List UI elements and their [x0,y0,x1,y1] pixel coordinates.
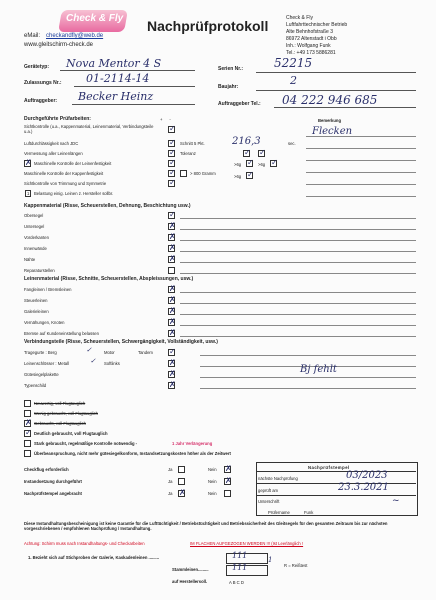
zulassung-label: Zulassungs Nr.: [24,80,62,86]
zustand-box-6[interactable] [24,450,31,457]
leinen-item-1: Fangleinen / Bremsleinen [24,287,72,292]
check-item-7: Belastung einig. Leinen z. Hersteller sollbr. [34,191,114,196]
schnitt-value[interactable]: 216,3 [232,136,261,147]
unterschrift-label: Unterschrift [258,499,280,504]
check-item-6: Sichtkontrolle von Trimmung und Symmetrie [24,181,107,186]
achtung-text: Achtung: Schirm muss nach Instandhaltungs- und Checkarbeiten [24,541,145,546]
check-box-2[interactable] [168,140,175,147]
verbindung-title: Verbindungsteile (Risse, Scheuerstellen, Schwergängigkeit, Vollständigkeit, usw.) [24,339,218,345]
leinen-box-3[interactable] [168,308,175,315]
check-box-3[interactable] [168,150,175,157]
schnitt-label: Schnitt 5 Pkt. [180,141,205,146]
zustand-option-5: Stark gebraucht, regelmäßige Kontrolle notwendig - [34,441,138,446]
gramm-box[interactable] [180,170,187,177]
instandsetzung-nein-box[interactable] [224,478,231,485]
auftraggeber-tel-value[interactable]: 04 222 946 685 [282,93,378,107]
leinen-item-3: Galerieleinen [24,309,49,314]
website: www.gleitschirm-check.de [24,42,94,48]
kappen-item-4: Innenwände [24,246,47,251]
kappen-item-5: Nähte [24,257,36,262]
instandsetzung-ja-label: Ja [168,479,173,484]
guetesiegel-label: Gütesiegelplakette [24,372,59,377]
checkflug-ja-box[interactable] [178,466,185,473]
checkflug-nein-box[interactable] [224,466,231,473]
leinen-item-2: Steuerleinen [24,298,48,303]
tandem-label: Tandem [138,350,153,355]
kappen-box-3[interactable] [168,234,175,241]
kappen-box-1[interactable] [168,212,175,219]
pruefstempel-label: Nachprüfstempel angebracht [24,491,82,496]
leinen-item-4: Vernähungen, Knoten [24,320,65,325]
serien-label: Serien Nr.: [218,66,244,72]
kappen-item-3: Vorderkanten [24,235,49,240]
leinen-box-4[interactable] [168,319,175,326]
checkflug-nein-label: Nein [208,467,217,472]
kappen-box-4[interactable] [168,245,175,252]
toleranz-box-b[interactable] [258,150,265,157]
zustand-box-1[interactable] [24,400,31,407]
tragegurte-check: ✓ [86,346,92,354]
pruefername-value: Funk [304,510,314,515]
instandsetzung-nein-label: Nein [208,479,217,484]
unterschrift-mark: ~ [392,496,400,506]
logo-text: Check & Fly [66,13,124,24]
toleranz-box-a[interactable] [243,150,250,157]
kappen-item-6: Reparaturstellen [24,268,55,273]
leinenschloesser-box[interactable] [168,360,175,367]
zustand-verlaengerung: 1 Jahr Verlängerung [172,441,213,446]
checkflug-ja-label: Ja [168,467,173,472]
check-item-2: Luftdurchlässigkeit nach JDC [24,141,79,146]
zulassung-value[interactable]: 01-2114-14 [86,72,150,85]
v2-value[interactable]: 111 [232,563,248,572]
typenschild-box[interactable] [168,382,175,389]
geraetetyp-value[interactable]: Nova Mentor 4 S [66,57,162,70]
zustand-option-2: Wenig gebraucht, voll Flugtauglich [34,411,98,416]
bemerkung-value[interactable]: Flecken [312,126,353,137]
geprueft-value[interactable]: 23.3.2021 [338,482,389,493]
gt-label-2: >6g [258,162,266,167]
auftraggeber-value[interactable]: Becker Heinz [78,90,154,103]
v3-value: 1 [268,556,273,564]
leinen-box-1[interactable] [168,286,175,293]
guetesiegel-box[interactable] [168,371,175,378]
email-label: eMail: [24,33,41,39]
auftraggeber-label: Auftraggeber: [24,98,58,104]
check-box-4a[interactable] [24,160,31,167]
zustand-option-1: Neuwertig, voll Flugtauglich [34,401,86,406]
achtung-row2: Stammleinen......... [172,567,209,572]
gramm-label: > 800 Gramm [190,171,216,176]
leinen-box-5[interactable] [168,330,175,337]
pruefstempel-nein-label: Nein [208,491,217,496]
naechste-label: nächste Nachprüfung [258,476,298,481]
check-item-1: Sichtkontrolle (u.a., Kappenmaterial, Leinenmaterial, Verbindungsteile u.a.) [24,124,154,134]
geraetetyp-label: Gerätetyp: [24,64,50,70]
disclaimer: Diese Instandhaltungsbescheinigung ist keine Garantie für die Lufttüchtigkeit / Betriebstüchtigkeit und Betriebssicherheit des Gleitsegels für den gesamten Zeitraum bis zur nächsten vorgeschriebenen / empfohlenen Nachprüfung / Instandhaltung. [24,521,388,531]
checkflug-label: Checkflug erforderlich [24,467,69,472]
email-link[interactable]: checkandfly@web.de [46,33,104,39]
leinen-title: Leinenmaterial (Risse, Schnitte, Scheuerstellen, Abspleissungen, usw.) [24,276,194,282]
pruefername-label: Prüfername [268,510,290,515]
kappen-item-1: Obersegel [24,213,44,218]
serien-value[interactable]: 52215 [274,56,313,70]
softlinks-label: Softlinks [104,361,120,366]
tragegurte-label: Tragegurte : Berg [24,350,57,355]
achtung-highlight: IM FLACHEN AUFGEZOGEN WERDEN !!! (Ist Leerlänglich ! [190,541,304,546]
gt-label-3: >6g [234,174,242,179]
kappen-box-2[interactable] [168,223,175,230]
reisstest: R = Reißtest [284,563,308,568]
pruefstempel-ja-box[interactable] [178,490,185,497]
trim-number: 1 [27,191,30,196]
kappen-box-6[interactable] [168,267,175,274]
pruefstempel-ja-label: Ja [168,491,173,496]
zustand-box-5[interactable] [24,440,31,447]
instandsetzung-label: Instandsetzung durchgeführt [24,479,82,484]
gt-box-3[interactable] [246,172,253,179]
baujahr-label: Baujahr: [218,84,239,90]
achtung-row3: auf Herstellersoll. [172,579,208,584]
pruefstempel-nein-box[interactable] [224,490,231,497]
zustand-option-6: Überbeanspruchung, nicht mehr gütesiegelkonform, Instandsetzungskosten höher als der Zeitwert [34,451,231,456]
geprueft-label: geprüft am [258,488,279,493]
check-box-5[interactable] [168,170,175,177]
bemerkung-label: Bemerkung [318,118,342,123]
zustand-option-3: Gebraucht, voll Flugtauglich [34,421,86,426]
company-line-6: Tel.: +49 173 5886281 [286,50,336,56]
kappen-title: Kappenmaterial (Risse, Scheuerstellen, Dehnung, Beschichtung usw.) [24,203,191,209]
company-line-4: 86972 Altenstadt i Obb [286,36,337,42]
check-box-6[interactable] [168,180,175,187]
sec-label: sec. [288,141,296,146]
gt-box-1[interactable] [246,160,253,167]
company-line-5: Inh.: Wolfgang Funk [286,43,331,49]
baujahr-value[interactable]: 2 [290,74,297,87]
naechste-value[interactable]: 03/2023 [346,470,388,481]
company-line-3: Alte Behnhofstraße 3 [286,29,333,35]
auftraggeber-tel-label: Auftraggeber Tel.: [218,101,261,107]
achtung-row1: 1. Bezieht sich auf Stichproben der Galerie, Kaskadenleinen ......... [28,555,160,560]
stempel-title: Nachprüfstempel [308,465,350,470]
letters: A B C D [229,580,244,585]
plus-minus-header: + - [160,117,171,122]
leinen-item-5: Bremse auf Kundeneinstellung belassen [24,331,99,336]
leinenschloesser-label: Leinenschlösser : Metall [24,361,69,366]
checks-title: Durchgeführte Prüfarbeiten: [24,116,91,122]
zustand-box-2[interactable] [24,410,31,417]
leinen-box-2[interactable] [168,297,175,304]
leinenschloesser-check: ✓ [90,357,96,365]
typenschild-label: Typenschild [24,383,47,388]
check-item-3: Vermessung aller Leinenlängen [24,151,83,156]
page-title: Nachprüfprotokoll [147,18,269,34]
check-box-4[interactable] [168,160,175,167]
company-line-2: Luftfahrttechnischer Betrieb [286,22,348,28]
kappen-box-5[interactable] [168,256,175,263]
check-item-4: Maschinelle Kontrolle der Leinenfestigkeit [34,161,112,166]
gt-box-2[interactable] [270,160,277,167]
gt-label-1: >6g [234,162,242,167]
check-item-5: Maschinelle Kontrolle der Kappenfestigkeit [24,171,104,176]
zustand-box-3[interactable] [24,420,31,427]
tragegurte-box[interactable] [168,349,175,356]
signature-note: Bj fehlt [300,364,337,375]
zustand-option-4: Deutlich gebraucht, voll Flugtauglich [34,431,108,436]
v1-value[interactable]: 111 [232,551,248,560]
kappen-item-2: Untersegel [24,224,45,229]
instandsetzung-ja-box[interactable] [178,478,185,485]
motor-label: Motor [104,350,115,355]
zustand-box-4[interactable] [24,430,31,437]
check-box-1[interactable] [168,126,175,133]
company-line-1: Check & Fly [286,15,313,21]
toleranz-label: Toleranz [180,151,196,156]
